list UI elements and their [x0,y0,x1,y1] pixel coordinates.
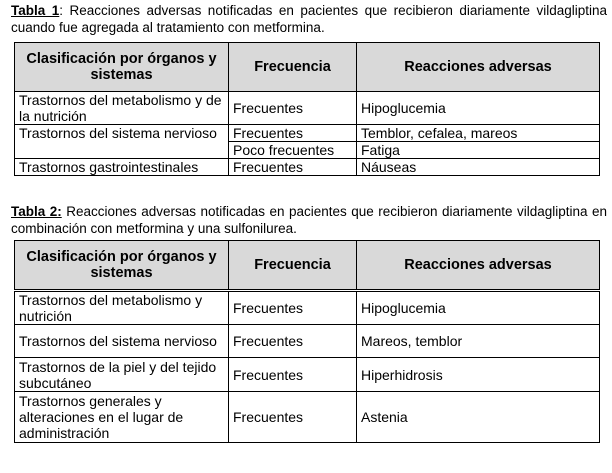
table2-header-organ: Clasificación por órganos y sistemas [15,241,229,291]
table1-header-organ: Clasificación por órganos y sistemas [15,43,229,92]
table2-organ-cell: Trastornos generales y alteraciones en el lugar de administración [15,392,229,443]
table-row [15,358,600,392]
table1-organ-cell: Trastornos del sistema nervioso [15,125,229,159]
table1-label: Tabla 1 [11,3,60,18]
table1-reaction-cell: Fatiga [357,142,600,159]
table2-frequency-cell: Frecuentes [229,291,357,325]
table1-caption [11,2,607,36]
table1-frequency-cell: Frecuentes [229,159,357,176]
table2-organ-cell: Trastornos de la piel y del tejido subcutáneo [15,358,229,392]
table-row [15,159,600,176]
table1-organ-cell: Trastornos gastrointestinales [15,159,229,176]
table2-caption [11,203,607,237]
table1-header-row [15,43,600,92]
table2-organ-cell: Trastornos del sistema nervioso [15,325,229,358]
table1-frequency-cell: Frecuentes [229,125,357,142]
table2-label: Tabla 2: [11,204,62,219]
table2-header-row [15,241,600,291]
table1-reaction-cell: Hipoglucemia [357,92,600,125]
table1-header-reactions: Reacciones adversas [357,43,600,92]
table2-reaction-cell: Hipoglucemia [357,291,600,325]
table1 [14,42,600,176]
table2-caption-text: Reacciones adversas notificadas en pacientes que recibieron diariamente vildagliptina en combinación con metformina y una sulfonilurea. [11,204,607,236]
table-row [15,125,600,142]
table-row [15,392,600,443]
table1-caption-text: : Reacciones adversas notificadas en pacientes que recibieron diariamente vildagliptina cuando fue agregada al tratamiento con metformina. [11,3,607,35]
table1-reaction-cell: Temblor, cefalea, mareos [357,125,600,142]
table1-organ-cell: Trastornos del metabolismo y de la nutrición [15,92,229,125]
table2-frequency-cell: Frecuentes [229,358,357,392]
table1-frequency-cell: Frecuentes [229,92,357,125]
table2 [14,240,600,443]
table1-frequency-cell: Poco frecuentes [229,142,357,159]
table2-reaction-cell: Mareos, temblor [357,325,600,358]
table2-reaction-cell: Astenia [357,392,600,443]
table-row [15,325,600,358]
table2-frequency-cell: Frecuentes [229,325,357,358]
table2-header-reactions: Reacciones adversas [357,241,600,291]
table2-frequency-cell: Frecuentes [229,392,357,443]
table2-reaction-cell: Hiperhidrosis [357,358,600,392]
table2-header-frequency: Frecuencia [229,241,357,291]
table-row [15,291,600,325]
table1-reaction-cell: Náuseas [357,159,600,176]
table-row [15,92,600,125]
table1-header-frequency: Frecuencia [229,43,357,92]
table2-organ-cell: Trastornos del metabolismo y nutrición [15,291,229,325]
